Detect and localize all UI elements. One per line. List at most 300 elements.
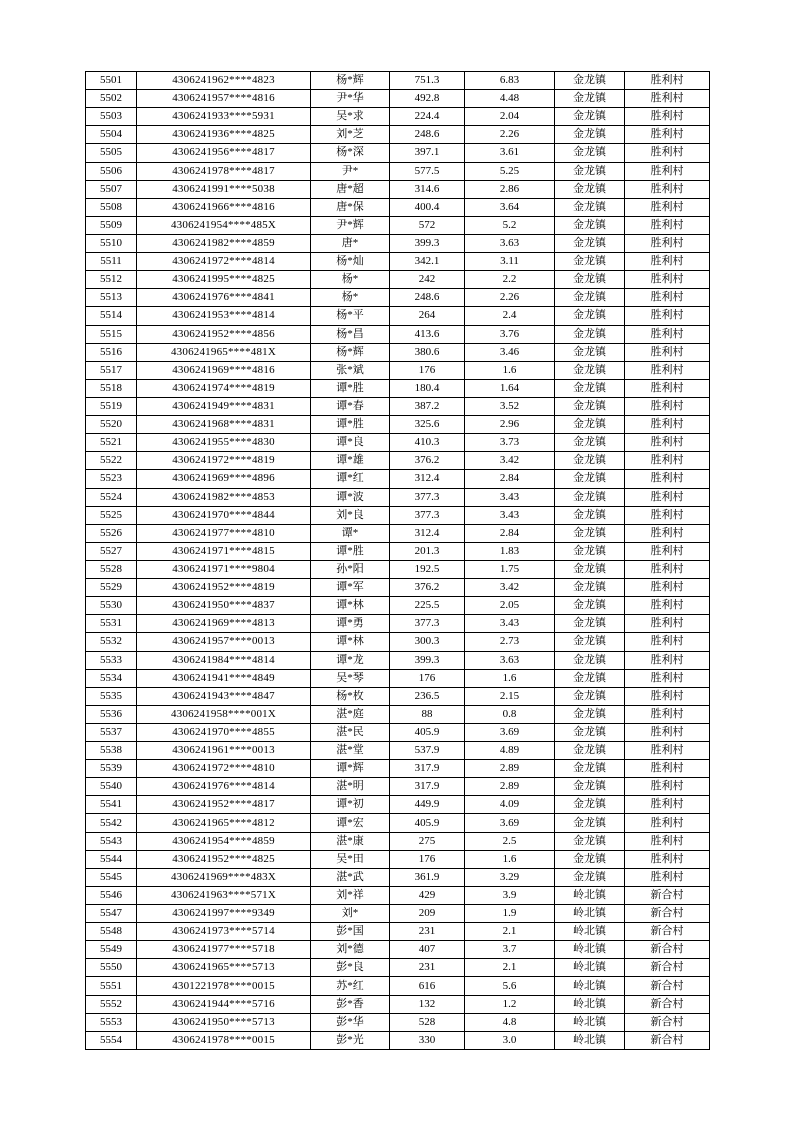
table-row [86, 289, 710, 307]
town-cell: 金龙镇 [555, 434, 625, 452]
table-row [86, 705, 710, 723]
town-cell: 金龙镇 [555, 705, 625, 723]
village-cell: 胜利村 [625, 633, 710, 651]
town-cell: 金龙镇 [555, 361, 625, 379]
amount-cell: 176 [390, 850, 465, 868]
table-row [86, 615, 710, 633]
amount-cell: 405.9 [390, 723, 465, 741]
town-cell: 金龙镇 [555, 868, 625, 886]
name-cell: 谭*胜 [311, 542, 390, 560]
name-cell: 杨*昌 [311, 325, 390, 343]
id-cell: 4306241984****4814 [137, 651, 311, 669]
table-row [86, 597, 710, 615]
id-cell: 4306241965****4812 [137, 814, 311, 832]
id-cell: 4306241952****4825 [137, 850, 311, 868]
rate-cell: 3.61 [465, 144, 555, 162]
village-cell: 胜利村 [625, 597, 710, 615]
amount-cell: 410.3 [390, 434, 465, 452]
amount-cell: 397.1 [390, 144, 465, 162]
name-cell: 彭*华 [311, 1013, 390, 1031]
town-cell: 金龙镇 [555, 397, 625, 415]
id-cell: 4306241950****4837 [137, 597, 311, 615]
table-row [86, 923, 710, 941]
amount-cell: 377.3 [390, 615, 465, 633]
village-cell: 胜利村 [625, 723, 710, 741]
town-cell: 金龙镇 [555, 234, 625, 252]
village-cell: 新合村 [625, 995, 710, 1013]
town-cell: 岭北镇 [555, 959, 625, 977]
id-cell: 4306241941****4849 [137, 669, 311, 687]
village-cell: 胜利村 [625, 234, 710, 252]
town-cell: 金龙镇 [555, 144, 625, 162]
village-cell: 胜利村 [625, 144, 710, 162]
town-cell: 金龙镇 [555, 108, 625, 126]
serial-cell: 5543 [86, 832, 137, 850]
town-cell: 金龙镇 [555, 796, 625, 814]
table-row [86, 579, 710, 597]
serial-cell: 5501 [86, 72, 137, 90]
table-row [86, 72, 710, 90]
village-cell: 新合村 [625, 977, 710, 995]
table-row [86, 977, 710, 995]
amount-cell: 537.9 [390, 742, 465, 760]
village-cell: 胜利村 [625, 416, 710, 434]
id-cell: 4306241972****4814 [137, 253, 311, 271]
serial-cell: 5549 [86, 941, 137, 959]
village-cell: 胜利村 [625, 850, 710, 868]
town-cell: 金龙镇 [555, 379, 625, 397]
rate-cell: 3.29 [465, 868, 555, 886]
village-cell: 胜利村 [625, 361, 710, 379]
serial-cell: 5536 [86, 705, 137, 723]
amount-cell: 224.4 [390, 108, 465, 126]
table-row [86, 814, 710, 832]
serial-cell: 5516 [86, 343, 137, 361]
serial-cell: 5534 [86, 669, 137, 687]
id-cell: 4306241954****4859 [137, 832, 311, 850]
serial-cell: 5542 [86, 814, 137, 832]
town-cell: 金龙镇 [555, 687, 625, 705]
town-cell: 金龙镇 [555, 542, 625, 560]
name-cell: 湛*庭 [311, 705, 390, 723]
id-cell: 4306241965****5713 [137, 959, 311, 977]
id-cell: 4306241955****4830 [137, 434, 311, 452]
amount-cell: 317.9 [390, 760, 465, 778]
rate-cell: 3.43 [465, 615, 555, 633]
id-cell: 4306241965****481X [137, 343, 311, 361]
village-cell: 新合村 [625, 886, 710, 904]
table-row [86, 560, 710, 578]
id-cell: 4306241950****5713 [137, 1013, 311, 1031]
rate-cell: 3.11 [465, 253, 555, 271]
table-row [86, 651, 710, 669]
village-cell: 胜利村 [625, 180, 710, 198]
town-cell: 金龙镇 [555, 325, 625, 343]
amount-cell: 387.2 [390, 397, 465, 415]
amount-cell: 400.4 [390, 198, 465, 216]
village-cell: 胜利村 [625, 307, 710, 325]
name-cell: 彭*光 [311, 1031, 390, 1049]
amount-cell: 330 [390, 1031, 465, 1049]
town-cell: 岭北镇 [555, 1013, 625, 1031]
id-cell: 4306241974****4819 [137, 379, 311, 397]
table-row [86, 995, 710, 1013]
town-cell: 金龙镇 [555, 198, 625, 216]
town-cell: 岭北镇 [555, 886, 625, 904]
rate-cell: 1.6 [465, 669, 555, 687]
id-cell: 4306241970****4844 [137, 506, 311, 524]
amount-cell: 317.9 [390, 778, 465, 796]
table-row [86, 542, 710, 560]
town-cell: 金龙镇 [555, 488, 625, 506]
rate-cell: 4.09 [465, 796, 555, 814]
name-cell: 谭*林 [311, 633, 390, 651]
town-cell: 岭北镇 [555, 923, 625, 941]
name-cell: 谭*雄 [311, 452, 390, 470]
name-cell: 彭*国 [311, 923, 390, 941]
serial-cell: 5532 [86, 633, 137, 651]
id-cell: 4306241952****4856 [137, 325, 311, 343]
table-row [86, 216, 710, 234]
rate-cell: 3.63 [465, 651, 555, 669]
serial-cell: 5530 [86, 597, 137, 615]
town-cell: 金龙镇 [555, 723, 625, 741]
serial-cell: 5515 [86, 325, 137, 343]
serial-cell: 5509 [86, 216, 137, 234]
serial-cell: 5525 [86, 506, 137, 524]
town-cell: 金龙镇 [555, 760, 625, 778]
amount-cell: 399.3 [390, 651, 465, 669]
serial-cell: 5528 [86, 560, 137, 578]
serial-cell: 5508 [86, 198, 137, 216]
town-cell: 金龙镇 [555, 289, 625, 307]
name-cell: 湛*武 [311, 868, 390, 886]
id-cell: 4306241954****485X [137, 216, 311, 234]
village-cell: 胜利村 [625, 579, 710, 597]
amount-cell: 242 [390, 271, 465, 289]
table-row [86, 144, 710, 162]
village-cell: 胜利村 [625, 216, 710, 234]
name-cell: 谭*林 [311, 597, 390, 615]
table-row [86, 850, 710, 868]
amount-cell: 572 [390, 216, 465, 234]
rate-cell: 3.43 [465, 488, 555, 506]
town-cell: 金龙镇 [555, 162, 625, 180]
serial-cell: 5540 [86, 778, 137, 796]
amount-cell: 376.2 [390, 579, 465, 597]
table-row [86, 180, 710, 198]
serial-cell: 5527 [86, 542, 137, 560]
id-cell: 4306241961****0013 [137, 742, 311, 760]
table-row [86, 669, 710, 687]
rate-cell: 4.8 [465, 1013, 555, 1031]
rate-cell: 1.83 [465, 542, 555, 560]
rate-cell: 3.69 [465, 723, 555, 741]
town-cell: 金龙镇 [555, 307, 625, 325]
amount-cell: 380.6 [390, 343, 465, 361]
town-cell: 金龙镇 [555, 560, 625, 578]
id-cell: 4306241972****4819 [137, 452, 311, 470]
amount-cell: 361.9 [390, 868, 465, 886]
village-cell: 胜利村 [625, 868, 710, 886]
town-cell: 金龙镇 [555, 452, 625, 470]
id-cell: 4306241972****4810 [137, 760, 311, 778]
name-cell: 吴*田 [311, 850, 390, 868]
table-row [86, 90, 710, 108]
town-cell: 金龙镇 [555, 633, 625, 651]
name-cell: 吴*琴 [311, 669, 390, 687]
id-cell: 4306241976****4841 [137, 289, 311, 307]
id-cell: 4306241966****4816 [137, 198, 311, 216]
village-cell: 胜利村 [625, 397, 710, 415]
serial-cell: 5526 [86, 524, 137, 542]
town-cell: 岭北镇 [555, 941, 625, 959]
id-cell: 4306241953****4814 [137, 307, 311, 325]
table-row [86, 524, 710, 542]
village-cell: 新合村 [625, 1031, 710, 1049]
name-cell: 尹*华 [311, 90, 390, 108]
name-cell: 杨* [311, 289, 390, 307]
serial-cell: 5519 [86, 397, 137, 415]
amount-cell: 399.3 [390, 234, 465, 252]
serial-cell: 5546 [86, 886, 137, 904]
rate-cell: 0.8 [465, 705, 555, 723]
serial-cell: 5505 [86, 144, 137, 162]
village-cell: 胜利村 [625, 705, 710, 723]
id-cell: 4306241978****4817 [137, 162, 311, 180]
name-cell: 湛*康 [311, 832, 390, 850]
town-cell: 金龙镇 [555, 615, 625, 633]
village-cell: 胜利村 [625, 108, 710, 126]
rate-cell: 2.84 [465, 524, 555, 542]
town-cell: 金龙镇 [555, 742, 625, 760]
id-cell: 4306241956****4817 [137, 144, 311, 162]
id-cell: 4306241952****4819 [137, 579, 311, 597]
table-row [86, 379, 710, 397]
village-cell: 胜利村 [625, 615, 710, 633]
serial-cell: 5503 [86, 108, 137, 126]
village-cell: 新合村 [625, 923, 710, 941]
id-cell: 4306241962****4823 [137, 72, 311, 90]
rate-cell: 3.7 [465, 941, 555, 959]
town-cell: 金龙镇 [555, 470, 625, 488]
table-row [86, 778, 710, 796]
rate-cell: 1.75 [465, 560, 555, 578]
table-row [86, 126, 710, 144]
table-row [86, 488, 710, 506]
town-cell: 金龙镇 [555, 216, 625, 234]
village-cell: 胜利村 [625, 126, 710, 144]
table-row [86, 1031, 710, 1049]
serial-cell: 5548 [86, 923, 137, 941]
village-cell: 新合村 [625, 941, 710, 959]
serial-cell: 5524 [86, 488, 137, 506]
serial-cell: 5533 [86, 651, 137, 669]
id-cell: 4306241933****5931 [137, 108, 311, 126]
amount-cell: 300.3 [390, 633, 465, 651]
name-cell: 苏*红 [311, 977, 390, 995]
village-cell: 新合村 [625, 959, 710, 977]
village-cell: 胜利村 [625, 72, 710, 90]
serial-cell: 5545 [86, 868, 137, 886]
table-row [86, 162, 710, 180]
amount-cell: 342.1 [390, 253, 465, 271]
amount-cell: 376.2 [390, 452, 465, 470]
table-row [86, 723, 710, 741]
table-row [86, 271, 710, 289]
village-cell: 胜利村 [625, 651, 710, 669]
name-cell: 杨*辉 [311, 343, 390, 361]
name-cell: 彭*良 [311, 959, 390, 977]
id-cell: 4306241952****4817 [137, 796, 311, 814]
village-cell: 胜利村 [625, 542, 710, 560]
town-cell: 金龙镇 [555, 90, 625, 108]
amount-cell: 314.6 [390, 180, 465, 198]
name-cell: 杨*平 [311, 307, 390, 325]
serial-cell: 5539 [86, 760, 137, 778]
name-cell: 谭*良 [311, 434, 390, 452]
id-cell: 4306241977****5718 [137, 941, 311, 959]
id-cell: 4306241957****0013 [137, 633, 311, 651]
table-row [86, 886, 710, 904]
rate-cell: 4.48 [465, 90, 555, 108]
id-cell: 4306241969****4896 [137, 470, 311, 488]
amount-cell: 176 [390, 361, 465, 379]
town-cell: 金龙镇 [555, 180, 625, 198]
table-row [86, 796, 710, 814]
amount-cell: 413.6 [390, 325, 465, 343]
rate-cell: 3.63 [465, 234, 555, 252]
id-cell: 4306241963****571X [137, 886, 311, 904]
serial-cell: 5523 [86, 470, 137, 488]
name-cell: 吴*求 [311, 108, 390, 126]
serial-cell: 5553 [86, 1013, 137, 1031]
village-cell: 新合村 [625, 905, 710, 923]
rate-cell: 2.04 [465, 108, 555, 126]
name-cell: 杨*枚 [311, 687, 390, 705]
village-cell: 胜利村 [625, 289, 710, 307]
id-cell: 4306241978****0015 [137, 1031, 311, 1049]
town-cell: 金龙镇 [555, 343, 625, 361]
id-cell: 4306241973****5714 [137, 923, 311, 941]
amount-cell: 248.6 [390, 289, 465, 307]
amount-cell: 236.5 [390, 687, 465, 705]
name-cell: 唐* [311, 234, 390, 252]
table-row [86, 307, 710, 325]
id-cell: 4306241957****4816 [137, 90, 311, 108]
rate-cell: 5.6 [465, 977, 555, 995]
village-cell: 胜利村 [625, 343, 710, 361]
village-cell: 胜利村 [625, 560, 710, 578]
id-cell: 4306241971****9804 [137, 560, 311, 578]
id-cell: 4306241976****4814 [137, 778, 311, 796]
id-cell: 4301221978****0015 [137, 977, 311, 995]
serial-cell: 5517 [86, 361, 137, 379]
name-cell: 刘*德 [311, 941, 390, 959]
serial-cell: 5535 [86, 687, 137, 705]
id-cell: 4306241969****4813 [137, 615, 311, 633]
records-table [85, 71, 710, 1050]
amount-cell: 377.3 [390, 506, 465, 524]
name-cell: 尹* [311, 162, 390, 180]
village-cell: 胜利村 [625, 814, 710, 832]
amount-cell: 180.4 [390, 379, 465, 397]
rate-cell: 2.26 [465, 289, 555, 307]
id-cell: 4306241969****483X [137, 868, 311, 886]
amount-cell: 312.4 [390, 470, 465, 488]
town-cell: 金龙镇 [555, 597, 625, 615]
rate-cell: 3.73 [465, 434, 555, 452]
village-cell: 胜利村 [625, 452, 710, 470]
village-cell: 新合村 [625, 1013, 710, 1031]
name-cell: 谭*初 [311, 796, 390, 814]
serial-cell: 5551 [86, 977, 137, 995]
village-cell: 胜利村 [625, 742, 710, 760]
village-cell: 胜利村 [625, 778, 710, 796]
amount-cell: 88 [390, 705, 465, 723]
amount-cell: 616 [390, 977, 465, 995]
table-row [86, 397, 710, 415]
serial-cell: 5518 [86, 379, 137, 397]
rate-cell: 2.26 [465, 126, 555, 144]
town-cell: 金龙镇 [555, 669, 625, 687]
name-cell: 刘*芝 [311, 126, 390, 144]
name-cell: 谭* [311, 524, 390, 542]
rate-cell: 1.64 [465, 379, 555, 397]
table-row [86, 687, 710, 705]
table-sheet [85, 71, 710, 1050]
amount-cell: 225.5 [390, 597, 465, 615]
table-row [86, 108, 710, 126]
village-cell: 胜利村 [625, 760, 710, 778]
table-row [86, 452, 710, 470]
name-cell: 谭*红 [311, 470, 390, 488]
amount-cell: 132 [390, 995, 465, 1013]
rate-cell: 6.83 [465, 72, 555, 90]
town-cell: 金龙镇 [555, 126, 625, 144]
village-cell: 胜利村 [625, 379, 710, 397]
records-table-body [86, 72, 710, 1050]
amount-cell: 577.5 [390, 162, 465, 180]
table-row [86, 343, 710, 361]
amount-cell: 248.6 [390, 126, 465, 144]
serial-cell: 5554 [86, 1031, 137, 1049]
name-cell: 尹*辉 [311, 216, 390, 234]
rate-cell: 2.96 [465, 416, 555, 434]
id-cell: 4306241982****4853 [137, 488, 311, 506]
village-cell: 胜利村 [625, 669, 710, 687]
amount-cell: 377.3 [390, 488, 465, 506]
amount-cell: 312.4 [390, 524, 465, 542]
rate-cell: 3.52 [465, 397, 555, 415]
village-cell: 胜利村 [625, 271, 710, 289]
serial-cell: 5541 [86, 796, 137, 814]
amount-cell: 429 [390, 886, 465, 904]
table-row [86, 959, 710, 977]
town-cell: 金龙镇 [555, 506, 625, 524]
rate-cell: 3.0 [465, 1031, 555, 1049]
name-cell: 谭*波 [311, 488, 390, 506]
rate-cell: 5.2 [465, 216, 555, 234]
name-cell: 杨*辉 [311, 72, 390, 90]
village-cell: 胜利村 [625, 687, 710, 705]
name-cell: 谭*勇 [311, 615, 390, 633]
serial-cell: 5537 [86, 723, 137, 741]
amount-cell: 275 [390, 832, 465, 850]
serial-cell: 5547 [86, 905, 137, 923]
id-cell: 4306241997****9349 [137, 905, 311, 923]
town-cell: 金龙镇 [555, 651, 625, 669]
